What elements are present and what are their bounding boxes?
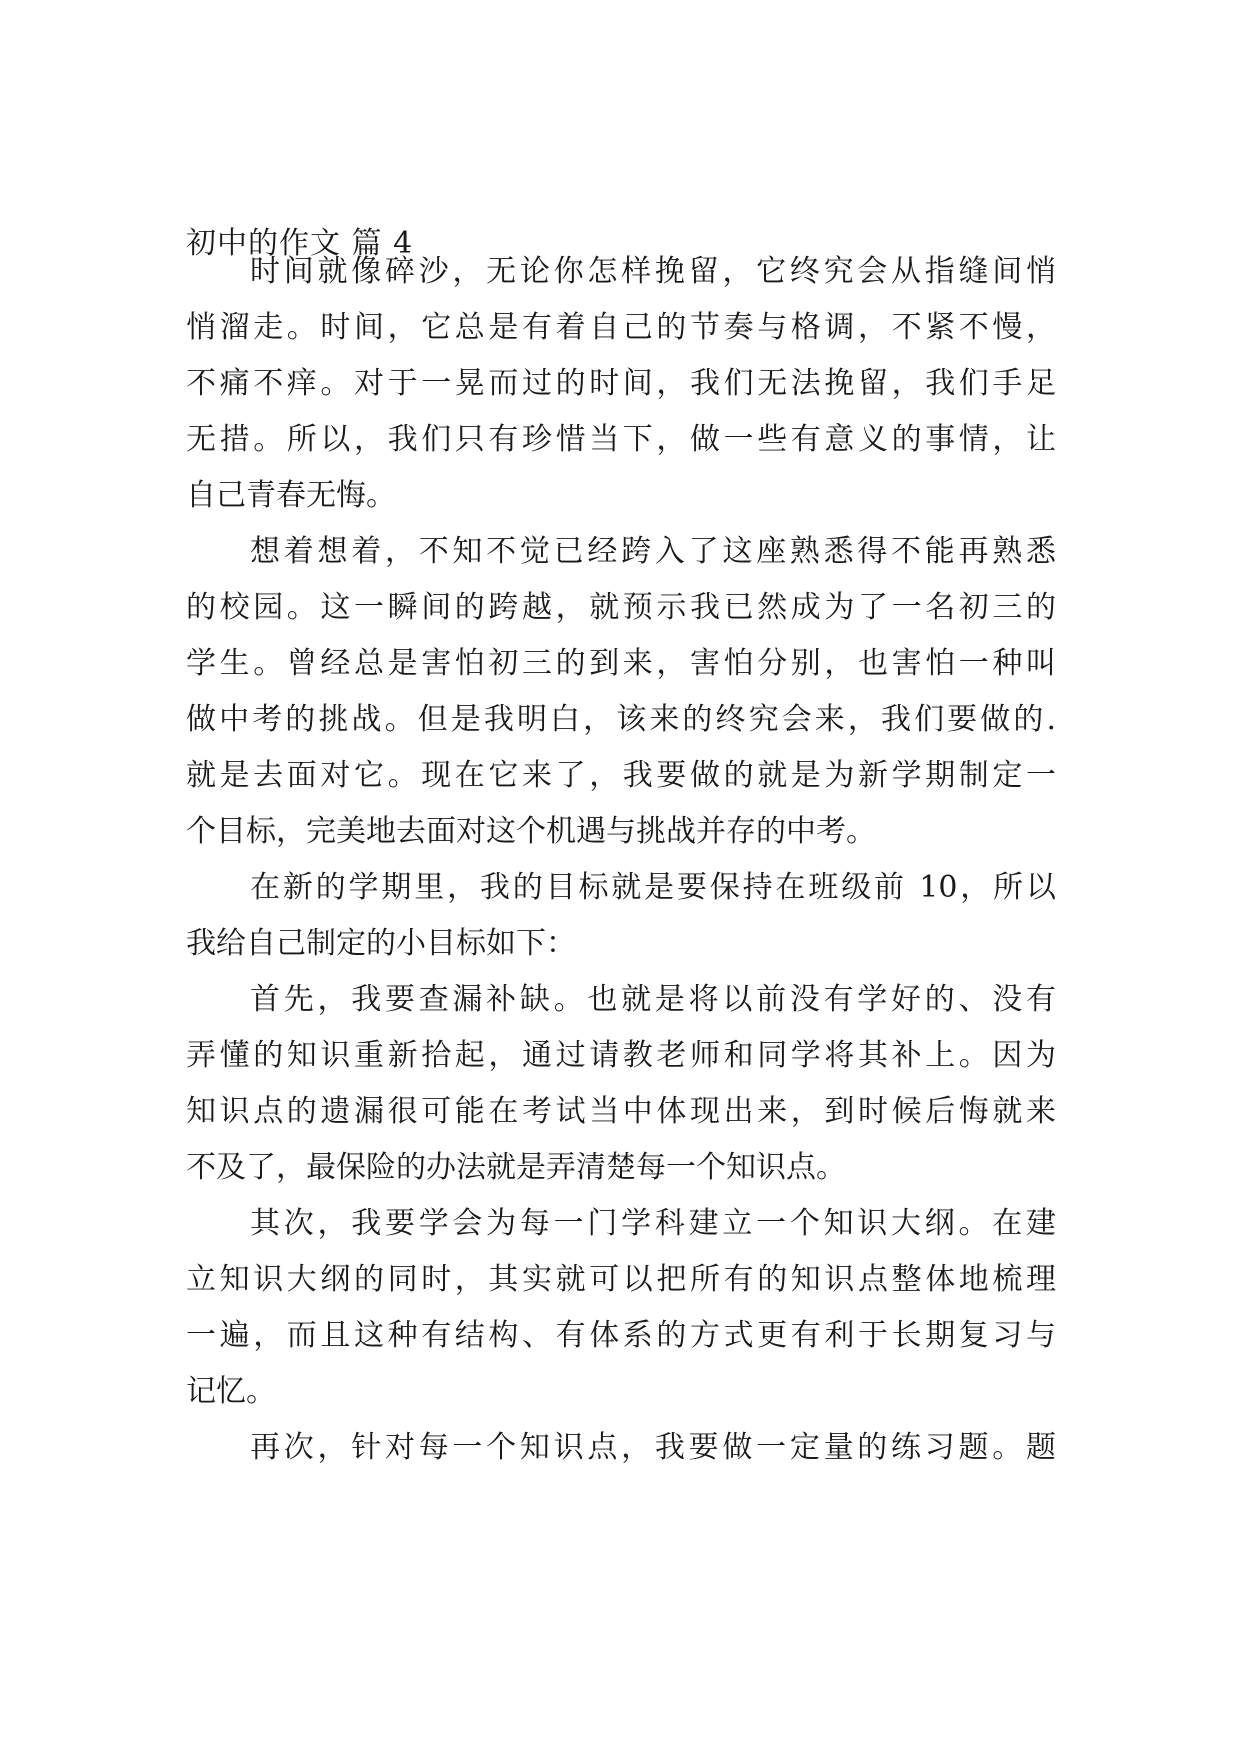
paragraph-line: 知识点的遗漏很可能在考试当中体现出来，到时候后悔就来 xyxy=(186,1094,1056,1129)
paragraph-line: 无措。所以，我们只有珍惜当下，做一些有意义的事情，让 xyxy=(186,422,1056,457)
paragraph-line: 再次，针对每一个知识点，我要做一定量的练习题。题 xyxy=(250,1430,1056,1465)
paragraph-line: 在新的学期里，我的目标就是要保持在班级前 10，所以 xyxy=(250,870,1056,905)
paragraph-line: 个目标，完美地去面对这个机遇与挑战并存的中考。 xyxy=(186,814,876,849)
paragraph-line: 一遍，而且这种有结构、有体系的方式更有利于长期复习与 xyxy=(186,1318,1056,1353)
paragraph-line: 记忆。 xyxy=(186,1374,276,1409)
paragraph-line: 悄溜走。时间，它总是有着自己的节奏与格调，不紧不慢， xyxy=(186,310,1056,345)
paragraph-line: 学生。曾经总是害怕初三的到来，害怕分别，也害怕一种叫 xyxy=(186,646,1056,681)
essay-title: 初中的作文 篇 4 xyxy=(186,226,414,261)
paragraph-line: 的校园。这一瞬间的跨越，就预示我已然成为了一名初三的 xyxy=(186,590,1056,625)
paragraph-line: 其次，我要学会为每一门学科建立一个知识大纲。在建 xyxy=(250,1206,1056,1241)
paragraph-line: 不痛不痒。对于一晃而过的时间，我们无法挽留，我们手足 xyxy=(186,366,1056,401)
paragraph-line: 就是去面对它。现在它来了，我要做的就是为新学期制定一 xyxy=(186,758,1056,793)
paragraph-line: 首先，我要查漏补缺。也就是将以前没有学好的、没有 xyxy=(250,982,1056,1017)
paragraph-line: 不及了，最保险的办法就是弄清楚每一个知识点。 xyxy=(186,1150,846,1185)
paragraph-line: 做中考的挑战。但是我明白，该来的终究会来，我们要做的. xyxy=(186,702,1056,737)
paragraph-line: 时间就像碎沙，无论你怎样挽留，它终究会从指缝间悄 xyxy=(250,254,1056,289)
paragraph-line: 立知识大纲的同时，其实就可以把所有的知识点整体地梳理 xyxy=(186,1262,1056,1297)
paragraph-line: 自己青春无悔。 xyxy=(186,478,396,513)
paragraph-line: 我给自己制定的小目标如下： xyxy=(186,926,576,961)
paragraph-line: 弄懂的知识重新拾起，通过请教老师和同学将其补上。因为 xyxy=(186,1038,1056,1073)
paragraph-line: 想着想着，不知不觉已经跨入了这座熟悉得不能再熟悉 xyxy=(250,534,1056,569)
